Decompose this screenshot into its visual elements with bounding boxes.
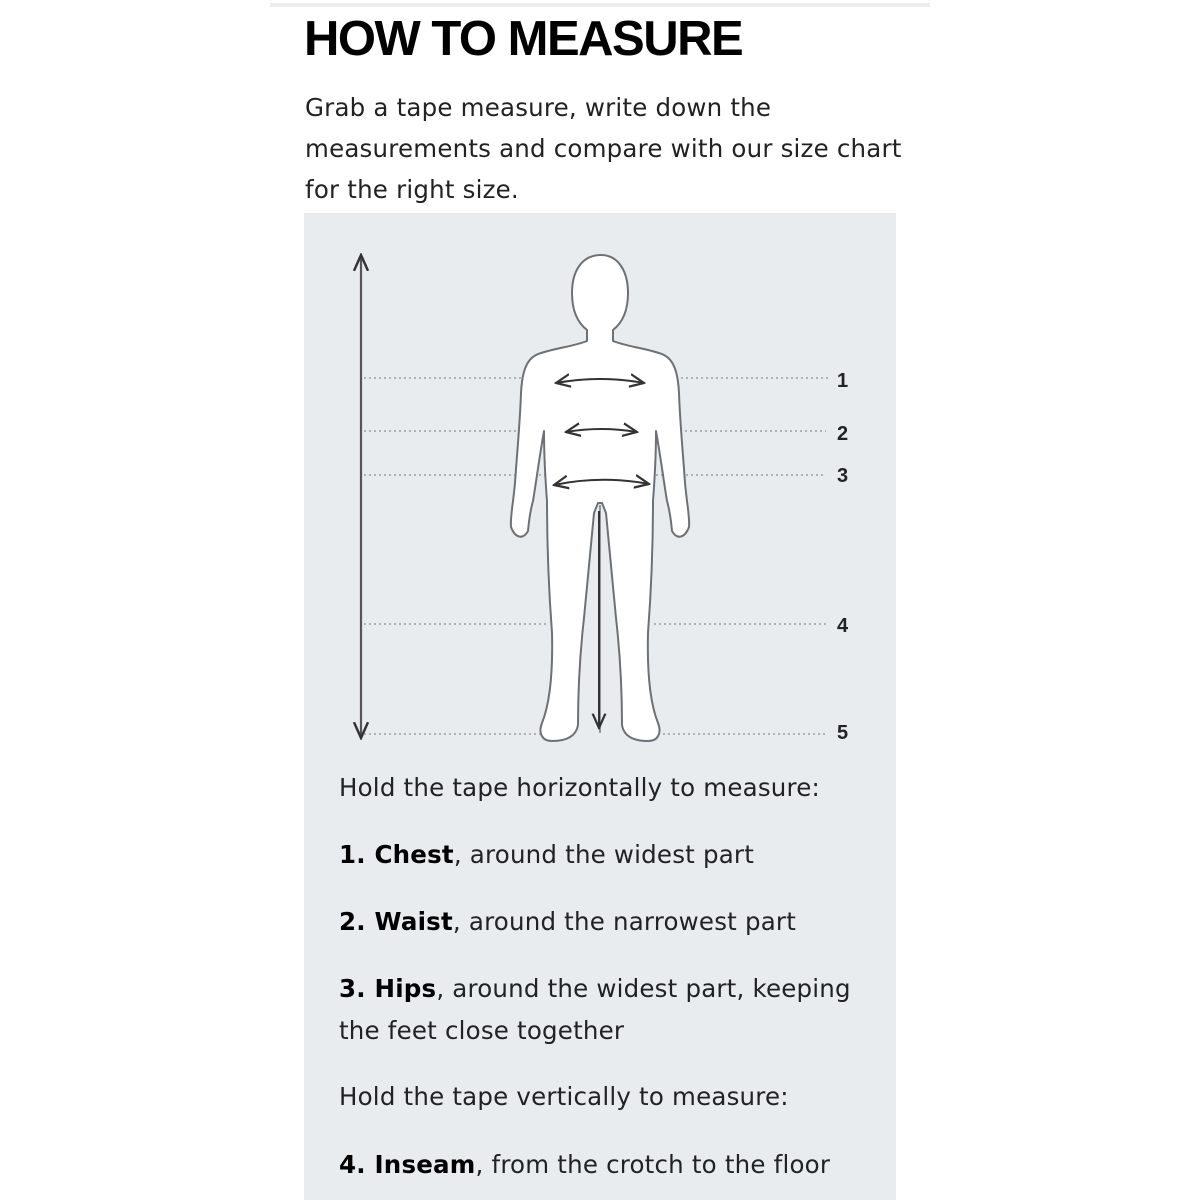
chest-term: 1. Chest [339, 840, 454, 869]
hips-desc: , around the widest part, keeping [436, 974, 851, 1003]
waist-item [339, 901, 796, 942]
top-divider [270, 3, 930, 7]
page-title: HOW TO MEASURE [304, 12, 743, 66]
marker-2: 2 [837, 423, 849, 445]
marker-1: 1 [837, 370, 849, 392]
hips-term: 3. Hips [339, 974, 437, 1003]
chest-desc: , around the widest part [453, 840, 755, 869]
waist-term: 2. Waist [339, 907, 453, 936]
chest-item [339, 834, 754, 875]
hips-desc-continued: the feet close together [339, 1016, 625, 1045]
marker-5: 5 [837, 722, 849, 744]
horizontal-heading: Hold the tape horizontally to measure: [339, 773, 820, 802]
hips-item [339, 968, 851, 1009]
marker-3: 3 [837, 465, 849, 487]
marker-4: 4 [837, 615, 849, 637]
inseam-desc: , from the crotch to the floor [475, 1150, 831, 1179]
measure-panel [304, 213, 896, 1200]
waist-desc: , around the narrowest part [452, 907, 796, 936]
body-measurement-diagram [304, 213, 896, 758]
intro-text: Grab a tape measure, write down the measurements and compare with our size chart for the right size. [305, 93, 902, 204]
inseam-term: 4. Inseam [339, 1150, 476, 1179]
vertical-heading: Hold the tape vertically to measure: [339, 1082, 789, 1111]
inseam-item [339, 1144, 830, 1185]
